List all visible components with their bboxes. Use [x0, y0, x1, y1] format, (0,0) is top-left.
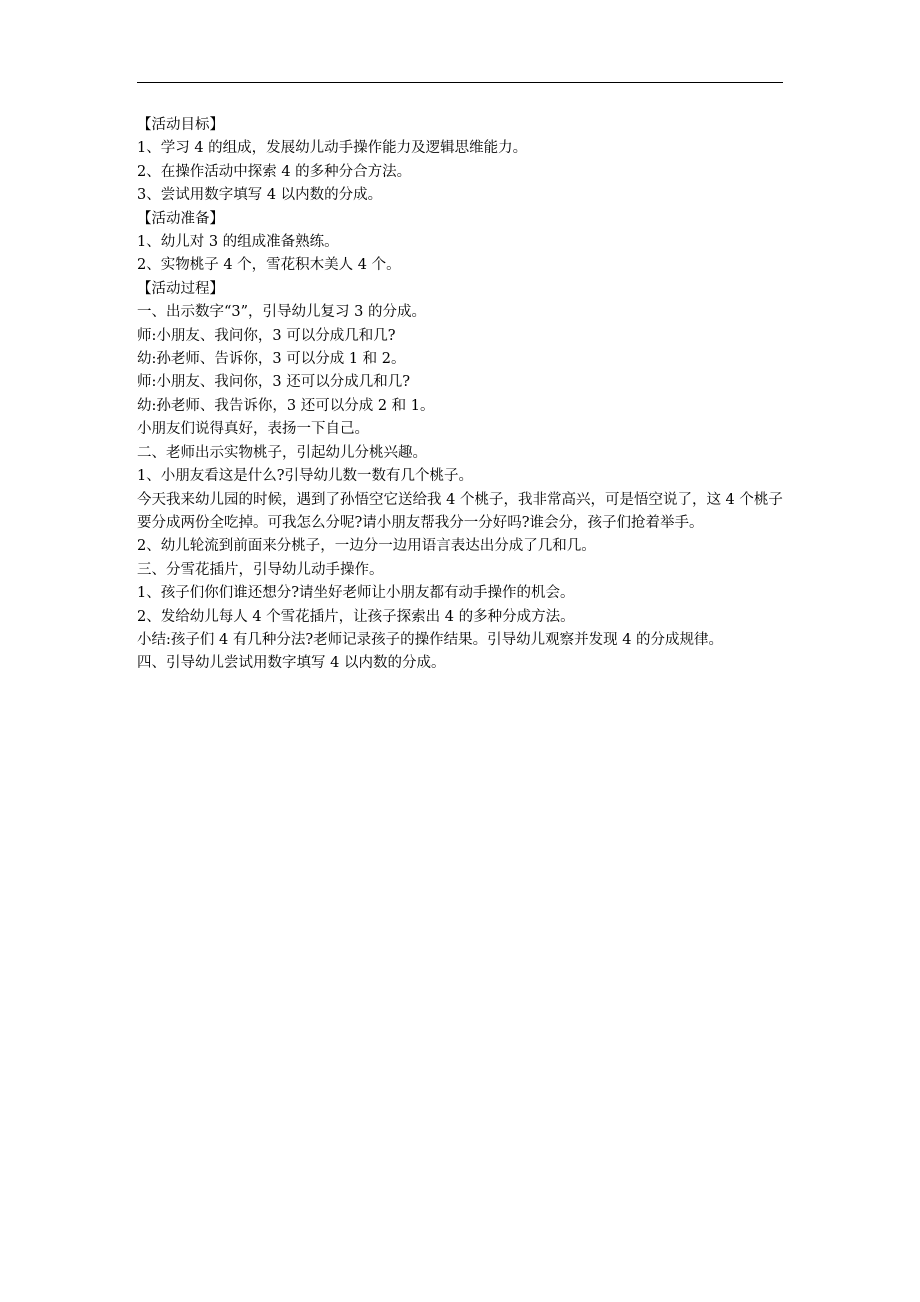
paragraph: 师:小朋友、我问你，3 还可以分成几和几?	[137, 374, 410, 391]
paragraph: 2、在操作活动中探索 4 的多种分合方法。	[137, 163, 412, 180]
paragraph: 一、出示数字“3”，引导幼儿复习 3 的分成。	[137, 304, 426, 321]
paragraph: 三、分雪花插片，引导幼儿动手操作。	[137, 561, 384, 578]
paragraph: 小结:孩子们 4 有几种分法?老师记录孩子的操作结果。引导幼儿观察并发现 4 的分成规律。	[137, 631, 724, 648]
paragraph: 1、学习 4 的组成，发展幼儿动手操作能力及逻辑思维能力。	[137, 140, 528, 157]
paragraph: 2、实物桃子 4 个，雪花积木美人 4 个。	[137, 257, 401, 274]
paragraph: 四、引导幼儿尝试用数字填写 4 以内数的分成。	[137, 655, 446, 672]
paragraph: 幼:孙老师、我告诉你，3 还可以分成 2 和 1。	[137, 397, 435, 414]
paragraph: 今天我来幼儿园的时候，遇到了孙悟空它送给我 4 个桃子，我非常高兴，可是悟空说了，这 4 个桃子要分成两份全吃掉。可我怎么分呢?请小朋友帮我分一分好吗?谁会分，孩子们抢着举手。	[137, 491, 783, 531]
header-rule	[137, 82, 783, 83]
paragraph: 2、幼儿轮流到前面来分桃子，一边分一边用语言表达出分成了几和几。	[137, 538, 596, 555]
paragraph: 2、发给幼儿每人 4 个雪花插片，让孩子探索出 4 的多种分成方法。	[137, 608, 575, 625]
paragraph: 3、尝试用数字填写 4 以内数的分成。	[137, 187, 383, 204]
document-body	[137, 114, 787, 676]
paragraph: 师:小朋友、我问你，3 可以分成几和几?	[137, 327, 396, 344]
paragraph: 幼:孙老师、告诉你，3 可以分成 1 和 2。	[137, 351, 406, 368]
paragraph: 二、老师出示实物桃子，引起幼儿分桃兴趣。	[137, 444, 427, 461]
heading-activity-goals: 【活动目标】	[137, 117, 224, 133]
heading-activity-preparation: 【活动准备】	[137, 210, 224, 227]
heading-activity-process: 【活动过程】	[137, 280, 224, 297]
paragraph: 1、小朋友看这是什么?引导幼儿数一数有几个桃子。	[137, 468, 473, 485]
paragraph: 1、孩子们你们谁还想分?请坐好老师让小朋友都有动手操作的机会。	[137, 585, 575, 602]
paragraph: 1、幼儿对 3 的组成准备熟练。	[137, 234, 339, 251]
paragraph: 小朋友们说得真好，表扬一下自己。	[137, 421, 369, 438]
